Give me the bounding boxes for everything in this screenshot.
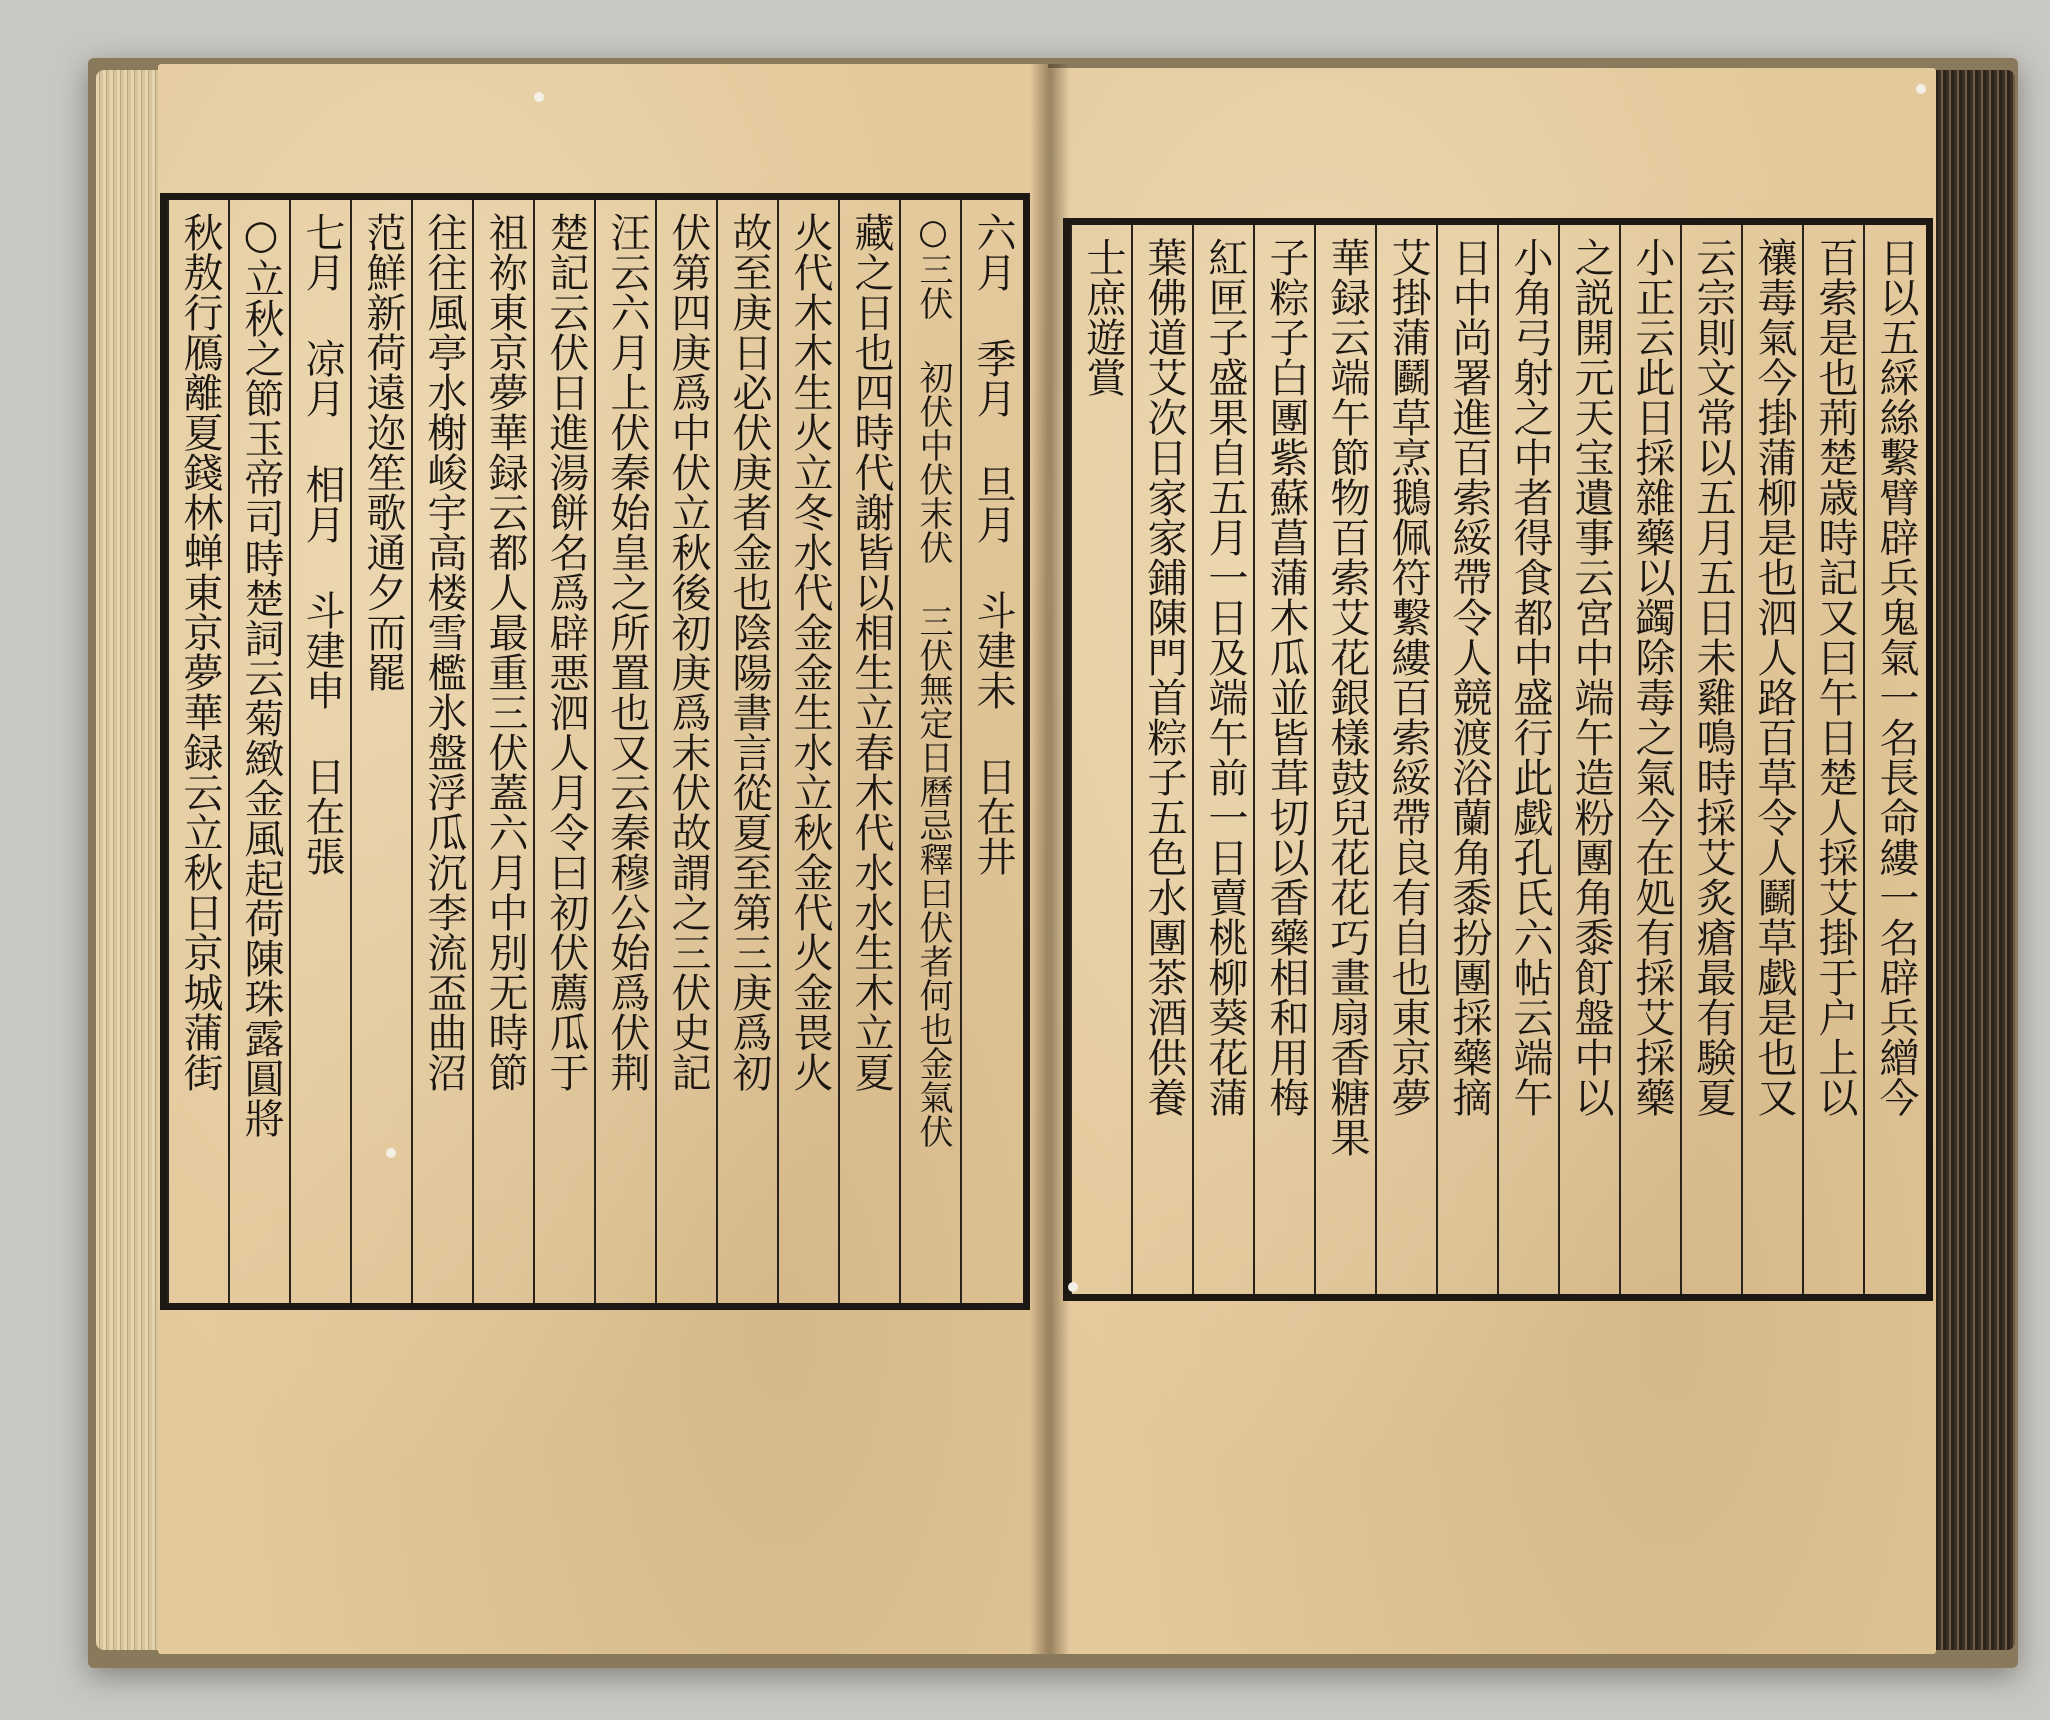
text-column <box>289 200 345 1303</box>
text-column <box>655 200 711 1303</box>
column-text: 紅匣子盛果自五月一日及端午前一日賣桃柳葵花蒲 <box>1202 237 1248 1117</box>
binding-hole <box>1916 84 1926 94</box>
text-column <box>1314 225 1370 1294</box>
column-text: 艾掛蒲鬬草烹鵝佩符繫縷百索綏帶良有自也東京夢 <box>1385 237 1431 1117</box>
column-text: 華録云端午節物百索艾花銀樣鼓兒花花巧畫扇香糖果 <box>1324 237 1370 1157</box>
column-text: 故至庚日必伏庚者金也陰陽書言從夏至第三庚爲初 <box>726 212 772 1092</box>
page-stack-left-edge <box>96 70 166 1650</box>
column-text: 小正云此日採雜藥以蠲除毒之氣今在処有採艾採藥 <box>1629 237 1675 1117</box>
text-column <box>1192 225 1248 1294</box>
column-text: ○三伏 初伏中伏末伏 三伏無定日曆忌釋曰伏者何也金氣伏 <box>913 212 953 1148</box>
text-column <box>594 200 650 1303</box>
text-column <box>1802 225 1858 1294</box>
column-text: ○立秋之節玉帝司時楚詞云菊緻金風起荷陳珠露圓將 <box>238 212 284 1138</box>
right-page-text-frame <box>1063 218 1933 1301</box>
text-column <box>1070 225 1126 1294</box>
column-text: 小角弓射之中者得食都中盛行此戯孔氏六帖云端午 <box>1507 237 1553 1117</box>
column-text: 七月 凉月 相月 斗建申 日在張 <box>299 212 345 876</box>
text-column <box>472 200 528 1303</box>
text-column <box>411 200 467 1303</box>
column-text: 日以五綵絲繫臂辟兵鬼氣一名長命縷一名辟兵繒今 <box>1873 237 1919 1117</box>
text-column <box>838 200 894 1303</box>
text-column <box>716 200 772 1303</box>
text-column <box>1375 225 1431 1294</box>
column-text: 范鮮新荷遠迩笙歌通夕而罷 <box>360 212 406 692</box>
column-text: 葉佛道艾次日家家鋪陳門首粽子五色水團茶酒供養 <box>1141 237 1187 1117</box>
column-text: 伏第四庚爲中伏立秋後初庚爲末伏故謂之三伏史記 <box>665 212 711 1092</box>
text-column <box>350 200 406 1303</box>
column-text: 百索是也荊楚歳時記又曰午日楚人採艾掛于户上以 <box>1812 237 1858 1117</box>
text-column <box>960 200 1016 1303</box>
text-column <box>899 200 951 1303</box>
column-text: 日中尚署進百索綏帶令人競渡浴蘭角黍扮團採藥摘 <box>1446 237 1492 1117</box>
column-text: 秋敖行鴈離夏錢林蝉東京夢華録云立秋日京城蒲街 <box>177 212 223 1092</box>
column-text: 六月 季月 旦月 斗建未 日在井 <box>970 212 1016 876</box>
text-column <box>1436 225 1492 1294</box>
column-text: 楚記云伏日進湯餅名爲辟悪泗人月令曰初伏薦瓜于 <box>543 212 589 1092</box>
text-column <box>1741 225 1797 1294</box>
column-text: 往往風亭水榭峻宇高楼雪檻氷盤浮瓜沉李流盃曲沼 <box>421 212 467 1092</box>
text-column <box>1131 225 1187 1294</box>
column-text: 子粽子白團紫蘇菖蒲木瓜並皆茸切以香藥相和用梅 <box>1263 237 1309 1117</box>
binding-hole <box>1068 1282 1078 1292</box>
text-column <box>533 200 589 1303</box>
text-column <box>1497 225 1553 1294</box>
text-column <box>228 200 284 1303</box>
column-text: 藏之日也四時代謝皆以相生立春木代水水生木立夏 <box>848 212 894 1092</box>
text-column <box>1619 225 1675 1294</box>
left-page-text-frame <box>160 193 1030 1310</box>
page-stack-right-edge <box>1930 70 2015 1650</box>
column-text: 禳毒氣今掛蒲柳是也泗人路百草令人鬬草戯是也又 <box>1751 237 1797 1117</box>
column-text: 汪云六月上伏秦始皇之所置也又云秦穆公始爲伏荆 <box>604 212 650 1092</box>
column-text: 云宗則文常以五月五日未雞鳴時採艾炙瘡最有験夏 <box>1690 237 1736 1117</box>
column-text: 火代木木生火立冬水代金金生水立秋金代火金畏火 <box>787 212 833 1092</box>
column-text: 士庶遊賞 <box>1080 237 1126 397</box>
column-text: 祖祢東京夢華録云都人最重三伏蓋六月中別无時節 <box>482 212 528 1092</box>
binding-hole <box>534 92 544 102</box>
column-text: 之説開元天宝遺事云宮中端午造粉團角黍飣盤中以 <box>1568 237 1614 1117</box>
text-column <box>1680 225 1736 1294</box>
text-column <box>167 200 223 1303</box>
text-column <box>1863 225 1919 1294</box>
text-column <box>1558 225 1614 1294</box>
binding-hole <box>386 1148 396 1158</box>
text-column <box>777 200 833 1303</box>
text-column <box>1253 225 1309 1294</box>
